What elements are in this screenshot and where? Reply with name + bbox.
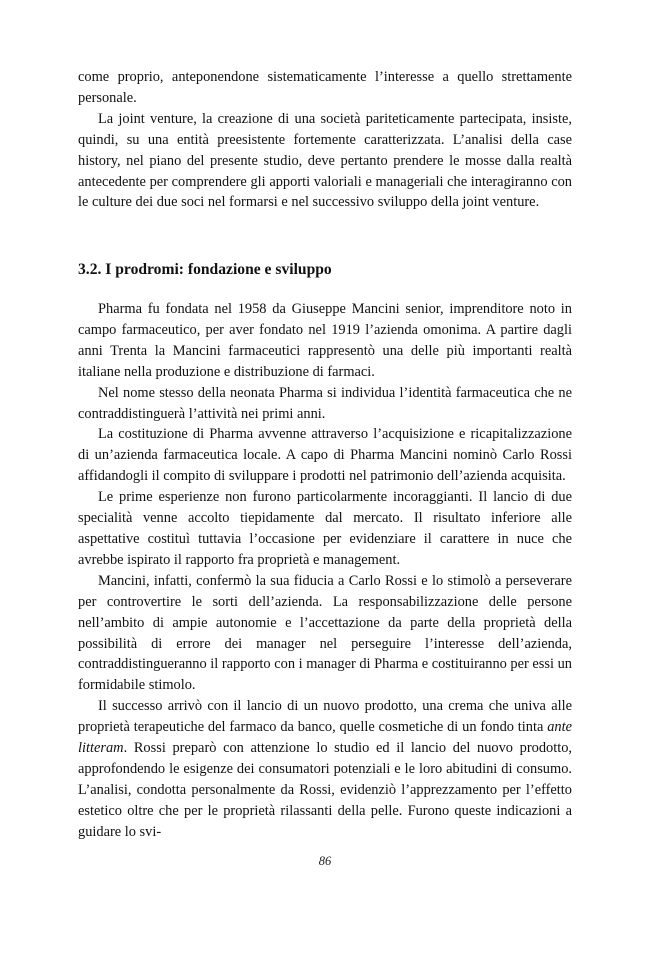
paragraph-text: Il successo arrivò con il lancio di un nuovo prodotto, una crema che univa alle proprietà terapeutiche del farmaco da banco, quelle cosmetiche di un fondo tinta [78, 698, 572, 736]
paragraph: Pharma fu fondata nel 1958 da Giuseppe Mancini senior, imprenditore noto in campo farmaceutico, per aver fondato nel 1919 l’azienda omonima. A partire dagli anni Trenta la Mancini farmaceutici rappresentò una delle più importanti realtà italiane nella produzione e distribuzione di farmaci. [78, 301, 572, 380]
paragraph [78, 696, 572, 842]
intro-text [78, 67, 572, 213]
paragraph: La joint venture, la creazione di una società pariteticamente partecipata, insiste, quindi, su una entità preesistente fortemente caratterizzata. L’analisi della case history, nel piano del presente studio, deve pertanto prendere le mosse dalla realtà antecedente per comprendere gli apporti valoriali e manageriali che interagiranno con le culture dei due soci nel formarsi e nel successivo sviluppo della joint venture. [78, 110, 572, 211]
paragraph: La costituzione di Pharma avvenne attraverso l’acquisizione e ricapitalizzazione di un’azienda farmaceutica locale. A capo di Pharma Mancini nominò Carlo Rossi affidandogli il compito di sviluppare i prodotti nel patrimonio dell’azienda acquisita. [78, 426, 572, 485]
section-heading: 3.2. I prodromi: fondazione e sviluppo [78, 261, 332, 278]
paragraph: Nel nome stesso della neonata Pharma si individua l’identità farmaceutica che ne contraddistinguerà l’attività nei primi anni. [78, 384, 572, 422]
paragraph-text: . Rossi preparò con attenzione lo studio ed il lancio del nuovo prodotto, approfondendo le esigenze dei consumatori potenziali e le loro abitudini di consumo. L’analisi, condotta personalmente da Rossi, evidenziò l’apprezzamento per l’effetto estetico oltre che per le proprietà rilassanti della pelle. Furono queste indicazioni a guidare lo svi- [78, 740, 572, 840]
section-body [78, 299, 572, 843]
italic-term: ante litteram [78, 719, 572, 757]
paragraph: come proprio, anteponendone sistematicamente l’interesse a quello strettamente personale. [78, 69, 572, 106]
paragraph: Mancini, infatti, confermò la sua fiducia a Carlo Rossi e lo stimolò a perseverare per controvertire le sorti dell’azienda. La responsabilizzazione delle persone nell’ambito di ampie autonomie e l’accettazione da parte della proprietà della possibilità di errore dei manager nel perseguire l’interesse dell’azienda, contraddistingueranno il rapporto con i manager di Pharma e costituiranno per essi un formidabile stimolo. [78, 572, 572, 694]
paragraph: Le prime esperienze non furono particolarmente incoraggianti. Il lancio di due specialità venne accolto tiepidamente dal mercato. Il risultato inferiore alle aspettative costituì tuttavia l’occasione per evidenziare il carattere in nuce che avrebbe ispirato il rapporto fra proprietà e management. [78, 489, 572, 568]
page-number: 86 [318, 854, 332, 868]
